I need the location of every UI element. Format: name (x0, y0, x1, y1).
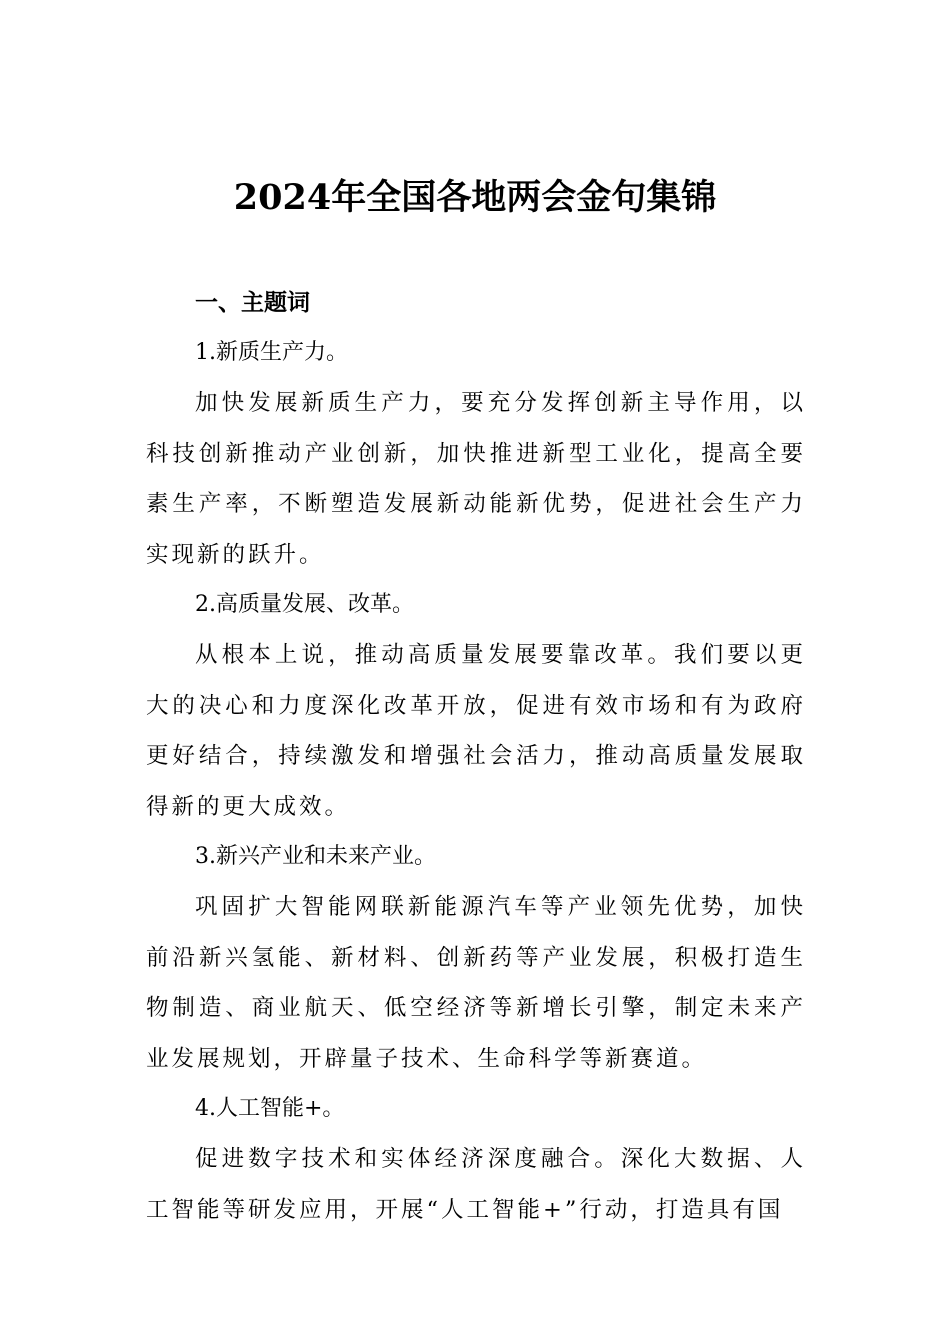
item-paragraph-3: 巩固扩大智能网联新能源汽车等产业领先优势，加快前沿新兴氢能、新材料、创新药等产业发展，积极打造生物制造、商业航天、低空经济等新增长引擎，制定未来产业发展规划，开辟量子技术、生命科学等新赛道。 (146, 894, 806, 1072)
item-paragraph-4: 促进数字技术和实体经济深度融合。深化大数据、人工智能等研发应用，开展“人工智能+”行动，打造具有国 (146, 1146, 806, 1223)
item-heading-1: 1.新质生产力。 (195, 340, 348, 365)
document-body (146, 278, 806, 1235)
item-heading-3: 3.新兴产业和未来产业。 (195, 844, 436, 869)
item-paragraph-2: 从根本上说，推动高质量发展要靠改革。我们要以更大的决心和力度深化改革开放，促进有效市场和有为政府更好结合，持续激发和增强社会活力，推动高质量发展取得新的更大成效。 (146, 642, 806, 820)
item-paragraph-1: 加快发展新质生产力，要充分发挥创新主导作用，以科技创新推动产业创新，加快推进新型工业化，提高全要素生产率，不断塑造发展新动能新优势，促进社会生产力实现新的跃升。 (146, 390, 806, 568)
document-title: 2024年全国各地两会金句集锦 (233, 177, 717, 218)
section-heading: 一、主题词 (195, 290, 310, 316)
item-heading-4: 4.人工智能+。 (195, 1096, 345, 1121)
item-heading-2: 2.高质量发展、改革。 (195, 592, 414, 617)
